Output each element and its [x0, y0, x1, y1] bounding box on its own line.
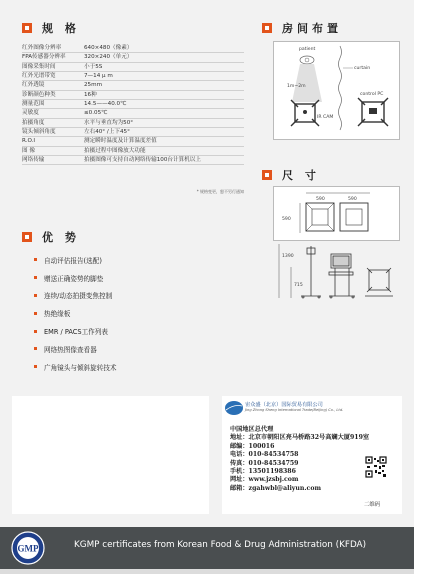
ircam-label: IR CAM [317, 115, 334, 120]
spec-heading [22, 20, 80, 36]
advantage-item [34, 358, 117, 376]
size-title: 尺 寸 [282, 169, 320, 182]
size-heading [262, 167, 320, 183]
spec-row [22, 119, 244, 128]
advantage-text: 热绝缘板 [44, 310, 71, 319]
spec-value: 小于5S [84, 63, 103, 70]
advantages-title: 优 势 [42, 231, 80, 244]
advantages-list [34, 251, 117, 376]
spec-value: 640×480（像素） [84, 45, 133, 51]
dim-height-total: 1390 [282, 254, 294, 259]
spec-title: 规 格 [42, 22, 80, 35]
spec-row [22, 72, 244, 81]
contact-line: 地址：北京市朝阳区亮马桥路32号高斓大厦919室 [230, 434, 370, 442]
spec-key: 图 像 [22, 147, 35, 154]
bullet-icon [34, 258, 37, 261]
bullet-icon [34, 365, 37, 368]
camera-view-cone [292, 64, 322, 102]
advantage-item [34, 269, 117, 287]
contact-details [230, 426, 369, 493]
patient-icon [300, 56, 314, 64]
footer-bar [0, 527, 414, 574]
page-edge [414, 0, 422, 574]
advantage-item [34, 340, 117, 358]
spec-key: 红外透镜 [22, 82, 45, 89]
spec-key: 图像采集时间 [22, 63, 56, 70]
spec-key: 拍摄角度 [22, 119, 45, 126]
section-marker-icon [22, 232, 32, 242]
advantage-text: 自动评估报告(选配) [44, 256, 102, 265]
room-layout-diagram [273, 41, 400, 140]
spec-key: FPA传感器分辨率 [22, 54, 66, 61]
footrest-icon [365, 268, 393, 296]
spec-row [22, 147, 244, 156]
spec-key: 灵敏度 [22, 110, 39, 117]
control-pc-label: control PC [360, 92, 384, 97]
spec-value: 25mm [84, 82, 103, 89]
spec-row [22, 109, 244, 118]
gmp-logo-icon [11, 531, 45, 569]
dim-width-2: 590 [348, 197, 357, 202]
dim-height-base: 715 [294, 283, 303, 288]
advantage-text: EMR / PACS工作列表 [44, 328, 108, 337]
spec-row [22, 91, 244, 100]
contact-card [222, 396, 402, 514]
spec-value: 测定瞬时温度及计算温度差值 [84, 138, 157, 145]
room-title: 房间布置 [282, 22, 342, 35]
spec-key: 测量范围 [22, 101, 45, 108]
advantage-text: 赠送正确姿势的脚垫 [44, 274, 104, 283]
blank-panel [12, 396, 209, 514]
spec-note: * 规格变更，恕不另行通知 [196, 189, 244, 194]
camera-stand-icon [301, 246, 321, 298]
section-marker-icon [262, 23, 272, 33]
bullet-icon [34, 294, 37, 297]
zjs-logo [224, 400, 244, 420]
spec-row [22, 63, 244, 72]
spec-key: 红外光谱带宽 [22, 73, 56, 80]
advantages-heading [22, 229, 80, 245]
bullet-icon [34, 276, 37, 279]
bullet-icon [34, 312, 37, 315]
spec-value: 拍摄图像可支持自动网络传输100台计算机以上 [84, 157, 201, 164]
advantage-text: 网络热图像查看器 [44, 345, 97, 354]
curtain-label: curtain [354, 66, 371, 71]
contact-line: 传真：010-84534759 [230, 459, 299, 467]
spec-value: 16种 [84, 91, 97, 98]
spec-value: 320×240（单元） [84, 54, 133, 61]
advantage-item [34, 322, 117, 340]
spec-row [22, 128, 244, 137]
spec-key: 镜头倾斜角度 [22, 129, 56, 136]
spec-row [22, 44, 244, 53]
advantage-item [34, 287, 117, 305]
footer-text: KGMP certificates from Korean Food & Drug Administration (KFDA) [74, 540, 367, 550]
distance-label: 1m~2m [287, 84, 306, 89]
spec-value: 14.5——40.0℃ [84, 101, 127, 108]
company-name-en: Jing Zhong Sheng International Trade(Beijing) Co., Ltd. [245, 408, 344, 412]
spec-key: 网络传输 [22, 157, 45, 164]
spec-row [22, 100, 244, 109]
qr-code-icon [365, 456, 387, 478]
bullet-icon [34, 347, 37, 350]
spec-row [22, 81, 244, 90]
spec-value: ≤0.05℃ [84, 110, 108, 117]
spec-key: R.O.I [22, 138, 36, 145]
spec-row [22, 137, 244, 146]
patient-label: patient [299, 47, 316, 52]
side-view-dimensions [273, 242, 398, 300]
spec-row [22, 156, 244, 165]
advantage-text: 连续/动态拍摄变焦控制 [44, 292, 113, 301]
gmp-logo-text: GMP [17, 543, 39, 554]
spec-key: 诊断颜色种类 [22, 91, 56, 98]
control-pc-icon [358, 98, 388, 126]
curtain-icon [339, 46, 342, 130]
top-view-dimensions [273, 186, 400, 241]
contact-line: 电话：010-84534758 [230, 451, 299, 459]
advantage-item [34, 304, 117, 322]
dim-depth: 590 [282, 217, 291, 222]
spec-table [22, 44, 244, 165]
contact-line: 中国地区总代理 [230, 426, 274, 433]
bullet-icon [34, 330, 37, 333]
spec-value: 左右40° /上下45° [84, 129, 130, 136]
advantage-item [34, 251, 117, 269]
section-marker-icon [262, 170, 272, 180]
ir-camera-icon [291, 100, 319, 126]
qr-label: 二维码 [364, 502, 381, 508]
contact-line: 手机：13501198386 [230, 468, 296, 476]
contact-line: 邮箱：zgahwbl@aliyun.com [230, 484, 321, 492]
contact-line: 邮编：100016 [230, 442, 275, 450]
room-heading [262, 20, 342, 36]
control-cart-icon [329, 254, 355, 298]
company-name-cn: 宙众盛（北京）国际贸易有限公司 [245, 402, 323, 408]
contact-line: 网址：www.jzsbj.com [230, 476, 299, 484]
section-marker-icon [22, 23, 32, 33]
spec-value: 水平与垂直均为50° [84, 119, 134, 126]
spec-value: 7—14 μ m [84, 73, 113, 80]
dim-width-1: 590 [316, 197, 325, 202]
footer-divider [0, 569, 414, 574]
spec-value: 拍摄过程中图像放大功能 [84, 147, 146, 154]
spec-key: 红外图像分辨率 [22, 45, 62, 51]
advantage-text: 广角镜头与倾斜旋转技术 [44, 363, 117, 372]
spec-row [22, 53, 244, 62]
